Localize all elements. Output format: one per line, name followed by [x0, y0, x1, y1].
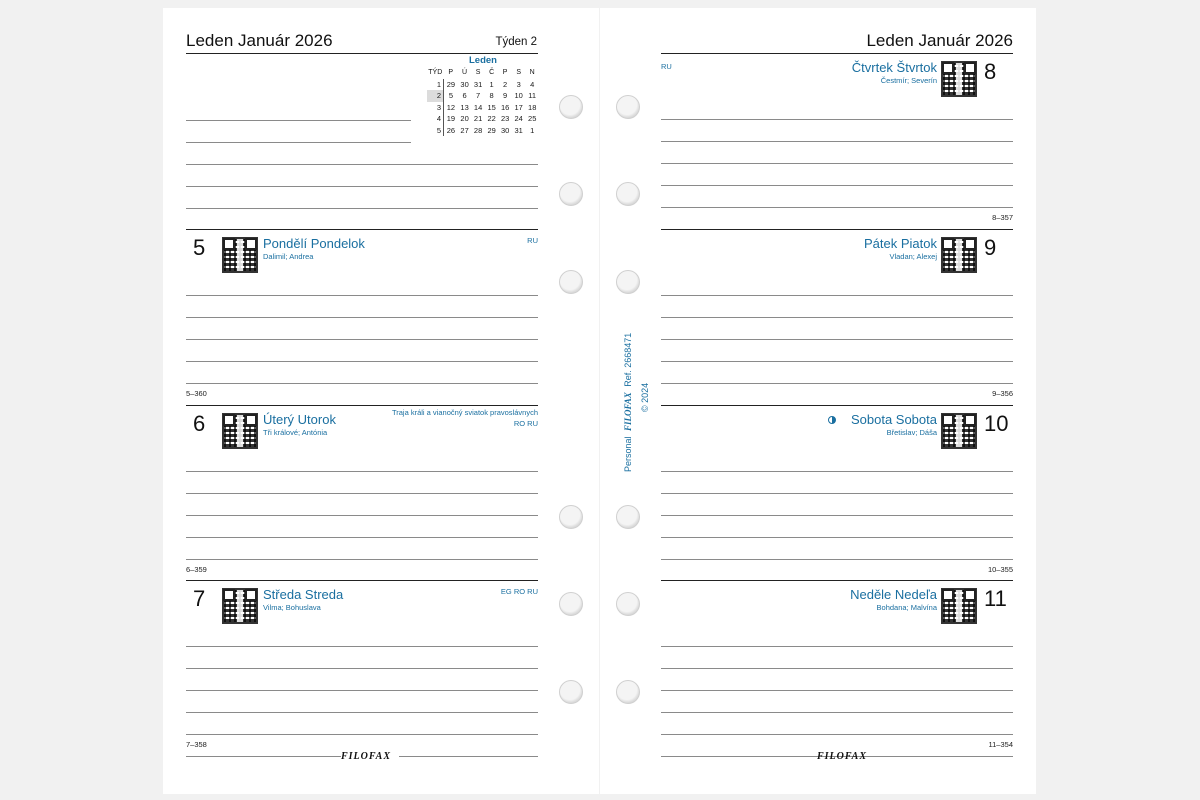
- day-cell: 30: [500, 125, 510, 135]
- day-name: Úterý Utorok: [263, 412, 336, 427]
- day-cell: 29: [487, 125, 496, 135]
- header-cell: Ú: [462, 69, 468, 77]
- week-label: Týden 2: [495, 36, 537, 48]
- day-name: Středa Streda: [263, 587, 344, 602]
- note-line: [661, 163, 1013, 164]
- name-days: Bohdana; Malvína: [876, 603, 937, 612]
- note-line: [186, 208, 538, 209]
- punch-hole: [616, 680, 640, 704]
- day-cell: 21: [473, 114, 483, 124]
- day-number: 10: [984, 411, 1009, 436]
- header-cell: S: [516, 69, 521, 77]
- day-cell: 19: [446, 114, 456, 124]
- day-cell: 27: [460, 125, 469, 135]
- day-cell: 15: [487, 102, 496, 112]
- day-cell: 5: [448, 91, 453, 101]
- note-line: [186, 383, 538, 384]
- day-cell: 23: [500, 114, 510, 124]
- punch-hole: [559, 182, 583, 206]
- day-name: Pátek Piatok: [864, 236, 937, 251]
- mini-calendar-week-row: [427, 125, 539, 137]
- note-line: [186, 339, 538, 340]
- day-of-year-count: 9–356: [992, 389, 1013, 398]
- day-divider: [661, 580, 1013, 581]
- note-line: [186, 493, 538, 494]
- day-number: 11: [984, 586, 1007, 611]
- note-line: [186, 471, 538, 472]
- spine-size: Personal: [623, 436, 633, 472]
- week-number: 4: [427, 113, 444, 125]
- qr-code-icon: [941, 413, 977, 449]
- note-line: [661, 317, 1013, 318]
- name-days: Vladan; Alexej: [889, 252, 937, 261]
- day-cell: 1: [530, 125, 535, 135]
- day-cell: 30: [460, 79, 469, 89]
- day-of-year-count: 11–354: [988, 740, 1013, 749]
- day-of-year-count: 5–360: [186, 389, 207, 398]
- note-line: [186, 734, 538, 735]
- header-cell: TÝD: [428, 69, 443, 77]
- page-title: Leden Január 2026: [186, 31, 333, 50]
- country-codes: RU: [527, 236, 538, 245]
- country-codes: EG RO RU: [500, 587, 538, 596]
- note-line: [661, 471, 1013, 472]
- day-number: 7: [193, 586, 206, 611]
- note-line: [661, 493, 1013, 494]
- note-line: [661, 361, 1013, 362]
- day-cell: 31: [473, 79, 483, 89]
- punch-hole: [616, 182, 640, 206]
- day-cell: 16: [500, 102, 510, 112]
- country-codes: RU: [661, 62, 672, 71]
- day-cell: 6: [462, 91, 467, 101]
- note-line: [661, 646, 1013, 647]
- note-line: [186, 668, 538, 669]
- bottom-rule: [661, 756, 816, 757]
- punch-hole: [616, 95, 640, 119]
- day-name: Neděle Nedeľa: [850, 587, 937, 602]
- week-number: 3: [427, 102, 444, 114]
- note-line: [661, 185, 1013, 186]
- bottom-rule: [399, 756, 538, 757]
- note-line: [661, 383, 1013, 384]
- note-line: [186, 712, 538, 713]
- qr-code-icon: [941, 61, 977, 97]
- page-title: Leden Január 2026: [866, 31, 1013, 50]
- mini-calendar-header: [427, 67, 539, 79]
- note-line: [661, 141, 1013, 142]
- day-cell: 4: [530, 79, 535, 89]
- week-number: 1: [427, 79, 444, 91]
- header-cell: S: [475, 69, 481, 77]
- week-number: 5: [427, 125, 444, 137]
- name-days: Vilma; Bohuslava: [263, 603, 321, 612]
- note-line: [186, 120, 411, 121]
- day-number: 8: [984, 59, 997, 84]
- spine-imprint: [623, 333, 633, 472]
- day-cell: 31: [514, 125, 523, 135]
- day-cell: 29: [446, 79, 456, 89]
- note-line: [661, 690, 1013, 691]
- note-line: [661, 537, 1013, 538]
- day-cell: 8: [489, 91, 494, 101]
- note-line: [661, 668, 1013, 669]
- filofax-logo: FILOFAX: [817, 751, 867, 762]
- day-cell: 1: [489, 79, 494, 89]
- mini-calendar-week-row: [427, 90, 539, 102]
- week-number: 2: [427, 90, 444, 102]
- note-line: [661, 734, 1013, 735]
- day-cell: 28: [473, 125, 483, 135]
- day-name: Sobota Sobota: [850, 412, 937, 427]
- mini-calendar-title: Leden: [469, 55, 497, 66]
- day-of-year-count: 10–355: [987, 565, 1013, 574]
- name-days: Břetislav; Dáša: [886, 428, 937, 437]
- note-line: [186, 690, 538, 691]
- day-cell: 14: [473, 102, 483, 112]
- note-line: [661, 295, 1013, 296]
- day-divider: [186, 405, 538, 406]
- day-cell: 13: [460, 102, 469, 112]
- note-line: [186, 537, 538, 538]
- note-line: [661, 515, 1013, 516]
- note-line: [186, 646, 538, 647]
- mini-calendar-grid: [427, 67, 539, 136]
- spine-ref: Ref. 2668471: [623, 332, 633, 387]
- filofax-logo: FILOFAX: [341, 751, 391, 762]
- punch-hole: [559, 270, 583, 294]
- name-days: Čestmír; Severín: [880, 76, 937, 85]
- day-cell: 2: [503, 79, 508, 89]
- day-number: 6: [193, 411, 206, 436]
- note-line: [186, 164, 538, 165]
- note-line: [186, 186, 538, 187]
- right-page: [600, 8, 1036, 794]
- punch-hole: [616, 592, 640, 616]
- bottom-rule: [186, 756, 341, 757]
- day-cell: 10: [514, 91, 523, 101]
- mini-calendar-week-row: [427, 79, 539, 91]
- day-cell: 17: [514, 102, 523, 112]
- country-codes: RO RU: [513, 419, 538, 428]
- note-line: [186, 361, 538, 362]
- note-line: [661, 207, 1013, 208]
- note-line: [661, 119, 1013, 120]
- moon-phase-icon: [828, 416, 836, 424]
- title-rule: [661, 53, 1013, 54]
- mini-calendar: [427, 55, 539, 136]
- note-line: [186, 295, 538, 296]
- qr-code-icon: [222, 413, 258, 449]
- note-line: [186, 317, 538, 318]
- qr-code-icon: [222, 237, 258, 273]
- day-cell: 9: [503, 91, 508, 101]
- day-divider: [186, 580, 538, 581]
- day-cell: 24: [514, 114, 523, 124]
- note-line: [661, 712, 1013, 713]
- punch-hole: [559, 95, 583, 119]
- day-cell: 18: [528, 102, 537, 112]
- qr-code-icon: [941, 588, 977, 624]
- mini-calendar-week-row: [427, 113, 539, 125]
- day-of-year-count: 8–357: [992, 213, 1013, 222]
- holiday-text: Traja králi a vianočný sviatok pravoslávnych: [391, 408, 538, 417]
- header-cell: P: [448, 69, 453, 77]
- day-name: Čtvrtek Štvrtok: [851, 60, 937, 75]
- day-cell: 26: [446, 125, 456, 135]
- header-cell: P: [502, 69, 508, 77]
- day-cell: 7: [476, 91, 481, 101]
- day-of-year-count: 7–358: [186, 740, 207, 749]
- qr-code-icon: [222, 588, 258, 624]
- day-divider: [661, 405, 1013, 406]
- note-line: [186, 559, 538, 560]
- day-divider: [186, 229, 538, 230]
- day-cell: 11: [528, 91, 537, 101]
- day-divider: [661, 229, 1013, 230]
- note-line: [186, 142, 411, 143]
- punch-hole: [559, 505, 583, 529]
- day-number: 5: [193, 235, 206, 260]
- note-line: [661, 339, 1013, 340]
- qr-code-icon: [941, 237, 977, 273]
- note-line: [661, 559, 1013, 560]
- title-rule: [186, 53, 538, 54]
- punch-hole: [616, 270, 640, 294]
- spine-copyright: © 2024: [640, 382, 650, 412]
- name-days: Dalimil; Andrea: [263, 252, 314, 261]
- name-days: Tři králové; Antónia: [263, 428, 328, 437]
- day-number: 9: [984, 235, 997, 260]
- punch-hole: [616, 505, 640, 529]
- day-cell: 22: [487, 114, 496, 124]
- day-cell: 12: [446, 102, 456, 112]
- day-name: Pondělí Pondelok: [263, 236, 365, 251]
- left-page: [163, 8, 599, 794]
- header-cell: Č: [489, 69, 495, 77]
- note-line: [186, 515, 538, 516]
- mini-calendar-week-row: [427, 102, 539, 114]
- spine-brand: FILOFAX: [623, 392, 633, 431]
- day-cell: 20: [460, 114, 469, 124]
- header-cell: N: [529, 69, 535, 77]
- day-cell: 25: [528, 114, 537, 124]
- day-cell: 3: [516, 79, 521, 89]
- punch-hole: [559, 592, 583, 616]
- day-of-year-count: 6–359: [186, 565, 207, 574]
- punch-hole: [559, 680, 583, 704]
